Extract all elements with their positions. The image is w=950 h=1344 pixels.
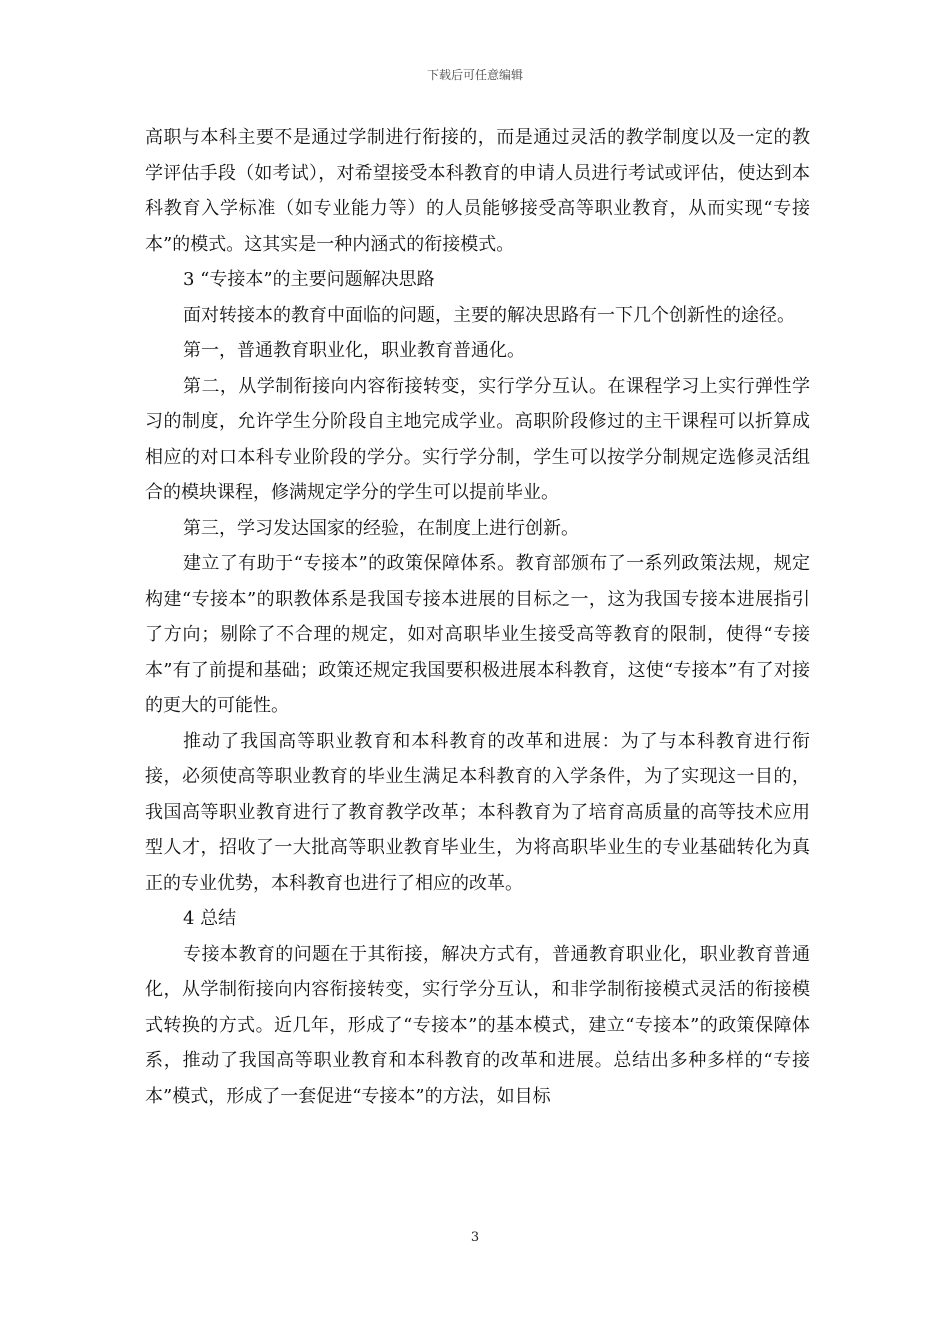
paragraph: 面对转接本的教育中面临的问题，主要的解决思路有一下几个创新性的途径。 (183, 304, 795, 326)
paragraph: 第三，学习发达国家的经验，在制度上进行创新。 (183, 517, 579, 539)
paragraph: 推动了我国高等职业教育和本科教育的改革和进展：为了与本科教育进行衔接，必须使高等职业教育的毕业生满足本科教育的入学条件，为了实现这一目的，我国高等职业教育进行了教育教学改革；本科教育为了培育高质量的高等技术应用型人才，招收了一大批高等职业教育毕业生，为将高职毕业生的专业基础转化为真正的专业优势，本科教育也进行了相应的改革。 (145, 730, 810, 894)
paragraph: 第二，从学制衔接向内容衔接转变，实行学分互认。在课程学习上实行弹性学习的制度，允许学生分阶段自主地完成学业。高职阶段修过的主干课程可以折算成相应的对口本科专业阶段的学分。实行学分制，学生可以按学分制规定选修灵活组合的模块课程，修满规定学分的学生可以提前毕业。 (145, 375, 810, 503)
paragraph: 第一，普通教育职业化，职业教育普通化。 (183, 340, 525, 361)
page-header: 下载后可任意编辑 (426, 68, 523, 82)
paragraph: 专接本教育的问题在于其衔接，解决方式有，普通教育职业化，职业教育普通化，从学制衔接向内容衔接转变，实行学分互认，和非学制衔接模式灵活的衔接模式转换的方式。近几年，形成了“专接本”的基本模式，建立“专接本”的政策保障体系，推动了我国高等职业教育和本科教育的改革和进展。总结出多种多样的“专接本”模式，形成了一套促进“专接本”的方法，如目标 (145, 943, 810, 1107)
page-number: 3 (470, 1230, 480, 1245)
paragraph-continuation: 高职与本科主要不是通过学制进行衔接的，而是通过灵活的教学制度以及一定的教学评估手段（如考试），对希望接受本科教育的申请人员进行考试或评估，使达到本科教育入学标准（如专业能力等）的人员能够接受高等职业教育，从而实现“专接本”的模式。这其实是一种内涵式的衔接模式。 (145, 127, 810, 255)
section-heading-3: 3 “专接本”的主要问题解决思路 (183, 269, 435, 290)
paragraph: 建立了有助于“专接本”的政策保障体系。教育部颁布了一系列政策法规，规定构建“专接本”的职教体系是我国专接本进展的目标之一，这为我国专接本进展指引了方向；剔除了不合理的规定，如对高职毕业生接受高等教育的限制，使得“专接本”有了前提和基础；政策还规定我国要积极进展本科教育，这使“专接本”有了对接的更大的可能性。 (145, 553, 810, 716)
document-body (145, 120, 810, 1114)
section-heading-4: 4 总结 (183, 908, 237, 929)
